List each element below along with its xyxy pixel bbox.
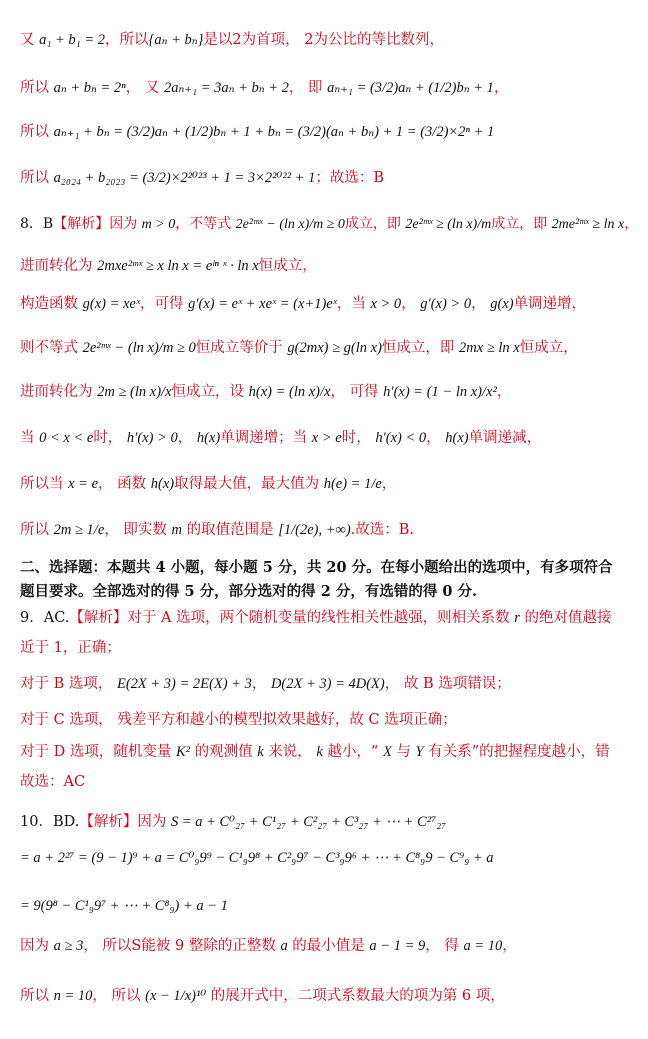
text-segment: 的观测值 bbox=[189, 744, 258, 760]
math-expression: h(e) = 1/e bbox=[323, 476, 382, 492]
math-expression: = a + 2²⁷ = (9 − 1)⁹ + a = C⁰₉9⁹ − C¹₉9⁸ + C²₉9⁷ − C³₉9⁶ + ⋯ + C⁸₉9 − C⁹₉ + a bbox=[20, 850, 494, 866]
math-expression: 2aₙ₊₁ = 3aₙ + bₙ + 2 bbox=[163, 80, 289, 96]
text-line bbox=[20, 896, 640, 916]
text-segment: ， bbox=[177, 430, 197, 446]
text-line bbox=[20, 256, 640, 276]
text-segment: 构造函数 bbox=[20, 296, 83, 312]
math-expression: x > e bbox=[311, 430, 342, 446]
math-expression: Y bbox=[415, 744, 424, 760]
text-line bbox=[20, 558, 640, 578]
text-segment: 10．BD. bbox=[20, 814, 80, 830]
math-expression: g(x) bbox=[490, 296, 514, 312]
text-segment: 的最小值是 bbox=[287, 938, 370, 954]
text-line bbox=[20, 168, 640, 188]
math-expression: 2e²ᵐˣ ≥ (ln x)/m bbox=[405, 217, 492, 232]
math-expression: h′(x) < 0 bbox=[375, 430, 427, 446]
text-segment: 的取值范围是 bbox=[181, 522, 279, 538]
text-segment: 进而转化为 bbox=[20, 384, 98, 400]
math-expression: {aₙ + bₙ} bbox=[148, 32, 204, 48]
math-expression: [1/(2e), +∞) bbox=[278, 522, 351, 538]
math-expression: k bbox=[316, 744, 323, 760]
text-segment: 对于 B 选项， bbox=[20, 676, 117, 692]
text-segment: ， 故 B 选项错误； bbox=[384, 676, 511, 692]
text-segment: 取得最大值，最大值为 bbox=[174, 476, 324, 492]
math-expression: 2e²ᵐˣ − (ln x)/m ≥ 0 bbox=[235, 217, 345, 232]
math-expression: g(x) = xeˣ bbox=[82, 296, 140, 312]
text-segment: ， bbox=[502, 938, 517, 954]
text-segment: 的展开式中，二项式系数最大的项为第 6 项， bbox=[206, 988, 505, 1004]
text-line bbox=[20, 848, 640, 868]
math-expression: m bbox=[171, 522, 182, 538]
text-segment: 越小，“ bbox=[322, 744, 383, 760]
text-segment: 【解析】因为 bbox=[79, 814, 171, 830]
text-segment: ， bbox=[624, 216, 639, 232]
math-expression: k bbox=[257, 744, 264, 760]
text-line bbox=[20, 294, 640, 314]
text-segment: ，不等式 bbox=[175, 216, 236, 232]
math-expression: 2me²ᵐˣ ≥ ln x bbox=[551, 217, 625, 232]
text-segment: 又 bbox=[20, 32, 40, 48]
text-segment: 时， bbox=[341, 430, 376, 446]
math-expression: h′(x) > 0 bbox=[126, 430, 178, 446]
text-segment: 与 bbox=[391, 744, 416, 760]
text-segment: 成立，即 bbox=[491, 216, 552, 232]
math-expression: (x − 1/x)¹⁰ bbox=[145, 988, 207, 1004]
text-segment: ， bbox=[251, 676, 271, 692]
math-expression: a ≥ 3 bbox=[53, 938, 84, 954]
text-line bbox=[20, 338, 640, 358]
math-expression: a₁ + b₁ = 2 bbox=[39, 32, 106, 48]
text-segment: ， 即 bbox=[288, 80, 328, 96]
text-line bbox=[20, 214, 640, 235]
text-segment: ， 可得 bbox=[330, 384, 384, 400]
text-segment: ， bbox=[426, 430, 446, 446]
math-expression: 2m ≥ 1/e bbox=[53, 522, 105, 538]
math-expression: 2mxe²ᵐˣ ≥ x ln x = eˡⁿ ˣ · ln x bbox=[97, 258, 259, 274]
text-segment: ，可得 bbox=[139, 296, 189, 312]
text-segment: ， 函数 bbox=[98, 476, 151, 492]
text-line bbox=[20, 710, 640, 730]
text-segment: 对于 D 选项，随机变量 bbox=[20, 744, 176, 760]
text-line bbox=[20, 428, 640, 448]
text-segment: ；故选：B bbox=[315, 170, 384, 186]
text-segment: 进而转化为 bbox=[20, 258, 98, 274]
math-expression: K² bbox=[175, 744, 190, 760]
math-expression: 2mx ≥ ln x bbox=[459, 340, 520, 356]
text-segment: 所以 bbox=[20, 170, 54, 186]
math-expression: h(x) bbox=[196, 430, 221, 446]
text-segment: 因为 bbox=[20, 938, 54, 954]
math-expression: g(2mx) ≥ g(ln x) bbox=[287, 340, 382, 356]
math-expression: 2e²ᵐˣ − (ln x)/m ≥ 0 bbox=[82, 340, 196, 356]
text-segment: 当 bbox=[20, 430, 40, 446]
text-segment: ， bbox=[496, 384, 512, 400]
text-segment: ， 得 bbox=[425, 938, 464, 954]
math-expression: h(x) bbox=[150, 476, 175, 492]
text-segment: 单调递减， bbox=[468, 430, 542, 446]
math-expression: aₙ₊₁ + bₙ = (3/2)aₙ + (1/2)bₙ + 1 + bₙ = (3/2)(aₙ + bₙ) + 1 = (3/2)×2ⁿ + 1 bbox=[53, 124, 495, 140]
text-segment: 来说， bbox=[263, 744, 317, 760]
text-segment: ， 所以S能被 9 整除的正整数 bbox=[83, 938, 281, 954]
math-expression: h(x) bbox=[445, 430, 469, 446]
text-segment: 所以 bbox=[20, 80, 54, 96]
math-expression: h′(x) = (1 − ln x)/x² bbox=[383, 384, 497, 400]
text-line bbox=[20, 382, 640, 402]
math-expression: x = e bbox=[68, 476, 99, 492]
text-line bbox=[20, 122, 640, 142]
text-segment: 单调递增；当 bbox=[220, 430, 312, 446]
text-line bbox=[20, 986, 640, 1006]
math-expression: 2m ≥ (ln x)/x bbox=[97, 384, 172, 400]
text-segment: 单调递增， bbox=[513, 296, 587, 312]
text-segment: 所以 bbox=[20, 988, 54, 1004]
text-segment: 是以2为首项， 2为公比的等比数列， bbox=[203, 32, 444, 48]
text-segment: 恒成立，即 bbox=[381, 340, 460, 356]
math-expression: r bbox=[514, 610, 520, 626]
text-segment: ，所以 bbox=[105, 32, 149, 48]
text-segment: ， 即实数 bbox=[104, 522, 172, 538]
text-line bbox=[20, 674, 640, 694]
text-segment: 恒成立， bbox=[258, 258, 317, 274]
text-line bbox=[20, 772, 640, 792]
text-segment: 所以当 bbox=[20, 476, 69, 492]
text-segment: 对于 C 选项， 残差平方和越小的模型拟效果越好，故 C 选项正确； bbox=[20, 712, 457, 728]
math-expression: x > 0 bbox=[370, 296, 402, 312]
text-segment: 恒成立等价于 bbox=[195, 340, 288, 356]
text-line bbox=[20, 936, 640, 956]
text-segment: 8．B bbox=[20, 216, 54, 232]
text-segment: ， bbox=[381, 476, 397, 492]
text-line bbox=[20, 520, 640, 540]
text-segment: 二、选择题：本题共 4 小题，每小题 5 分，共 20 分。在每小题给出的选项中，有多项符合 bbox=[20, 559, 613, 576]
text-line bbox=[20, 30, 640, 50]
text-segment: 故选：AC bbox=[20, 774, 86, 790]
text-segment: 【解析】对于 A 选项，两个随机变量的线性相关性越强，则相关系数 bbox=[69, 610, 515, 626]
text-segment: .故选：B. bbox=[350, 522, 415, 538]
math-expression: a − 1 = 9 bbox=[369, 938, 426, 954]
math-expression: n = 10 bbox=[53, 988, 93, 1004]
math-expression: X bbox=[382, 744, 392, 760]
text-segment: ， 所以 bbox=[92, 988, 146, 1004]
text-segment: 所以 bbox=[20, 124, 54, 140]
math-expression: a = 10 bbox=[463, 938, 503, 954]
math-expression: D(2X + 3) = 4D(X) bbox=[270, 676, 385, 692]
text-segment: ， 又 bbox=[125, 80, 164, 96]
math-expression: S = a + C⁰₂₇ + C¹₂₇ + C²₂₇ + C³₂₇ + ⋯ + C²⁷₂₇ bbox=[170, 814, 447, 830]
text-line bbox=[20, 608, 640, 628]
text-line bbox=[20, 582, 640, 602]
text-segment: ，当 bbox=[336, 296, 371, 312]
text-segment: 近于 1，正确； bbox=[20, 640, 121, 656]
text-segment: 所以 bbox=[20, 522, 54, 538]
math-expression: E(2X + 3) = 2E(X) + 3 bbox=[116, 676, 252, 692]
text-line bbox=[20, 742, 640, 762]
text-segment: 成立，即 bbox=[344, 216, 406, 232]
math-expression: 0 < x < e bbox=[39, 430, 94, 446]
text-segment: 恒成立， bbox=[519, 340, 578, 356]
math-expression: a₂₀₂₄ + b₂₀₂₃ = (3/2)×2²⁰²³ + 1 = 3×2²⁰²² + 1 bbox=[53, 170, 316, 186]
text-line bbox=[20, 638, 640, 658]
math-expression: g′(x) = eˣ + xeˣ = (x+1)eˣ bbox=[188, 296, 337, 312]
text-segment: 9．AC. bbox=[20, 610, 70, 626]
text-line bbox=[20, 474, 640, 494]
text-segment: ， bbox=[401, 296, 421, 312]
text-line bbox=[20, 812, 640, 832]
text-segment: 时， bbox=[93, 430, 127, 446]
math-expression: h(x) = (ln x)/x bbox=[248, 384, 331, 400]
text-segment: 的绝对值越接 bbox=[519, 610, 612, 626]
text-segment: 则不等式 bbox=[20, 340, 83, 356]
math-expression: aₙ + bₙ = 2ⁿ bbox=[53, 80, 126, 96]
math-expression: = 9(9⁸ − C¹₉9⁷ + ⋯ + C⁸₉) + a − 1 bbox=[20, 898, 228, 914]
text-segment: ， bbox=[493, 80, 509, 96]
math-expression: g′(x) > 0 bbox=[420, 296, 472, 312]
text-segment: ， bbox=[471, 296, 491, 312]
text-line bbox=[20, 78, 640, 98]
text-segment: 恒成立，设 bbox=[171, 384, 249, 400]
math-expression: m > 0 bbox=[141, 217, 176, 232]
text-segment: 【解析】因为 bbox=[53, 216, 142, 232]
math-expression: aₙ₊₁ = (3/2)aₙ + (1/2)bₙ + 1 bbox=[327, 80, 494, 96]
math-expression: a bbox=[280, 938, 288, 954]
text-segment: 有关系”的把握程度越小，错 bbox=[423, 744, 610, 760]
text-segment: 题目要求。全部选对的得 5 分，部分选对的得 2 分，有选错的得 0 分. bbox=[20, 583, 478, 600]
